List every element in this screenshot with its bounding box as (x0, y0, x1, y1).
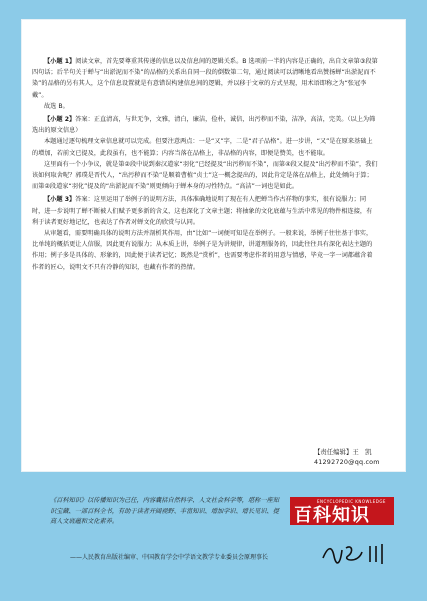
question-1-text: 阅读文章，首先要尊重其传递的信息以及信息间的逻辑关系。B 选项前一半的内容是正确的，出自文章第③段第四句话；后半句关于蝉与“出淤泥而不染”的品格的关系出自同一段的倒数第二句，通过阅读可以清晰地看出赞扬蝉“出淤泥而不染”的品格的另有其人，这个信息设置就是有意错误构建信息间的逻辑，并以移于文章的方式呈现，用术语即称之为“张冠李戴”。 (32, 58, 378, 99)
editor-email: 41292720@qq.com (314, 458, 380, 466)
question-2-note: 这里面有一个小争议，就是第②段中说到秦汉道家“羽化”已经提及“出污秽而不染”，而第④段又提及“出污秽而不染”，我们该如何取舍呢？郭璞是晋代人，“出污秽而不染”是顺着曹植“贞士”这一概念提出的，因此肯定是落在品格上，此处倾向于算；而第②段道家“羽化”提及的“出淤泥而不染”则更倾向于蝉本身的习性特点。“高洁”一词也是如此。 (32, 160, 378, 191)
paragraph-q1 (32, 56, 378, 101)
editor-label: 【责任编辑】王 凯 (314, 448, 372, 456)
paragraph-q2-note (32, 159, 378, 193)
paragraph-q2-analysis (32, 136, 378, 158)
question-3-analysis: 从审题看，需要明确具体的说明方法并剖析其作用，由“比如”一词便可知是在举例子。一般来说，举例子往往基于事实，比单纯的概括更让人信服，因此更有说服力；从本质上讲，举例子是为讲规律，讲道理服务的，因此往往具有深化表达主题的作用；例子多是具体的、形象的，因此便于读者记忆；既然是“赏析”，也需要考虑作者的用意与情感，毕竟一字一词都蕴含着作者的匠心，说明文不只有冷静的知识，也藏有作者的热情。 (32, 230, 373, 271)
question-3-text: 答案：这里运用了举例子的说明方法，具体准确地说明了现在有人把蝉当作古祥物的事实，很有说服力；同时，进一步说明了蝉不断被人们赋予更多新的含义，这也深化了文章主题；将抽象的文化底蕴与生活中常见的物件相连接，有利于读者更好地记忆，也表达了作者对蝉文化的欣赏与认同。 (32, 196, 373, 226)
question-2-analysis: 本题通过逐句梳理文章信息就可以完成。但要注意两点：一是“又”字，二是“君子品格”。进一步讲，“又”是在原来基础上的增加，若前文已提及，此段虽有，也不能算；内容当落在品格上，非品格的内容，即便是赞美，也不能取。 (32, 138, 373, 157)
footer-quote: 《百科知识》以传播知识为己任，内容囊括自然科学、人文社会科学等，堪称一座知识宝藏、一部百科全书，有助于读者开阔视野、丰富知识、增加学识、增长见识、提高人文底蕴和文化素养。 (50, 497, 279, 525)
footer-attribution: ——人民教育出版社编审、中国教育学会中学语文教学专业委员会原理事长 (70, 554, 269, 561)
question-2-tag: 【小题 2】 (44, 116, 76, 124)
question-1-tag: 【小题 1】 (44, 58, 76, 65)
question-2-text: 答案：正直清高，与世无争，文雅，清白，廉洁，俭朴，诚信，出污秽而不染，洁净，高洁，完美。（以上为筛选出的原文信息） (32, 116, 376, 135)
magazine-logo (290, 497, 394, 525)
logo-english: ENCYCLOPEDIC KNOWLEDGE (317, 499, 386, 504)
question-1-answer: 故选 B。 (44, 102, 69, 110)
paragraph-q3 (32, 194, 378, 228)
handwritten-signature (318, 538, 398, 568)
question-3-tag: 【小题 3】 (44, 196, 76, 204)
paragraph-q2 (32, 114, 378, 136)
paragraph-q1-answer (32, 101, 378, 112)
answer-body (32, 56, 378, 273)
editor-credit (314, 447, 400, 467)
logo-chinese: 百科知识 (294, 505, 370, 526)
paragraph-q3-analysis (32, 228, 378, 273)
